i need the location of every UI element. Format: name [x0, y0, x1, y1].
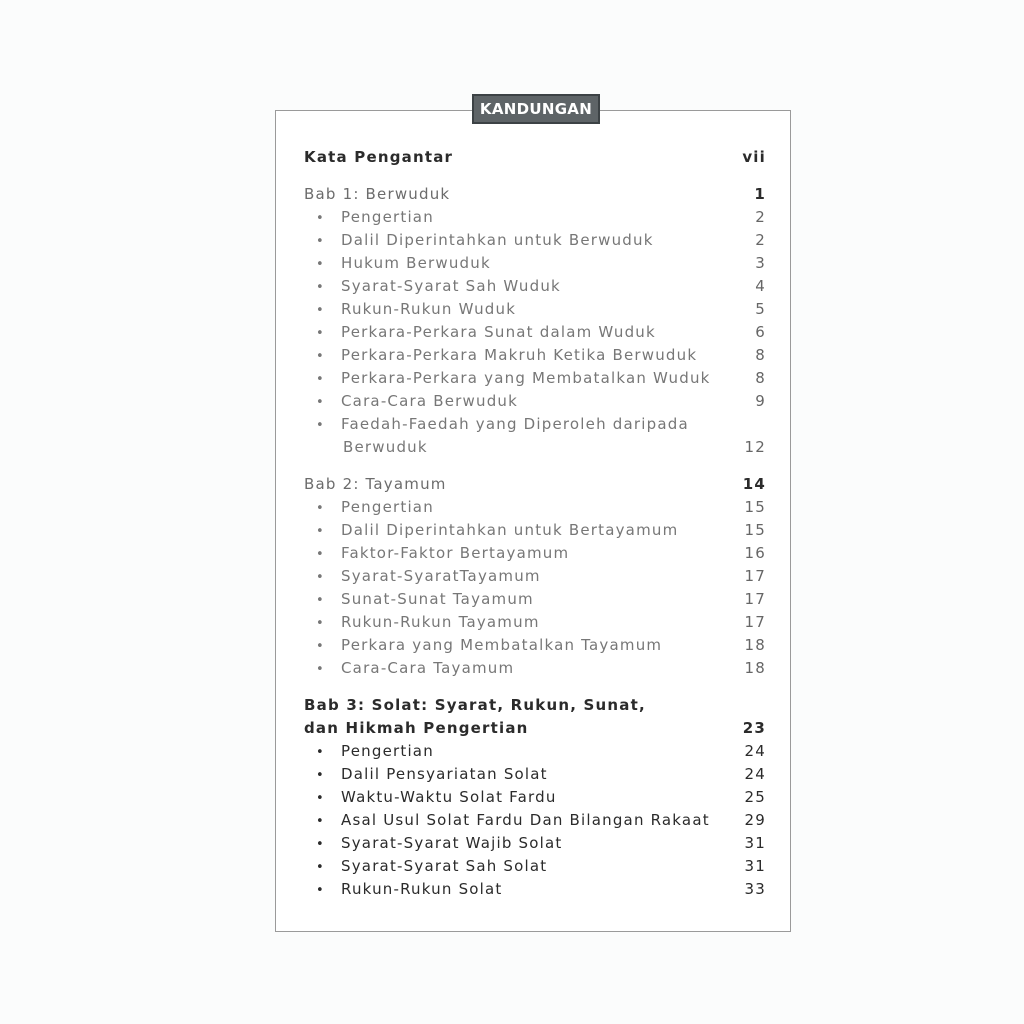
toc-item-row[interactable]: [304, 611, 766, 634]
toc-item-row[interactable]: [304, 496, 766, 519]
toc-item-page: 8: [755, 346, 766, 364]
toc-chapter-1-page: 1: [754, 185, 766, 203]
toc-chapter-3-title-line1: Bab 3: Solat: Syarat, Rukun, Sunat,: [304, 696, 646, 714]
bullet-icon: •: [316, 372, 325, 387]
toc-chapter-2-row[interactable]: [304, 473, 766, 496]
toc-item-row[interactable]: [304, 413, 766, 436]
toc-item-label: Hukum Berwuduk: [341, 254, 491, 272]
toc-item-page: 17: [744, 613, 766, 631]
toc-item-page: 3: [755, 254, 766, 272]
toc-item-page: 2: [755, 231, 766, 249]
toc-preface-label: Kata Pengantar: [304, 148, 454, 166]
toc-item-row[interactable]: [304, 367, 766, 390]
bullet-icon: •: [316, 593, 325, 608]
toc-item-page: 16: [744, 544, 766, 562]
toc-chapter-3-row-line2[interactable]: [304, 717, 766, 740]
toc-item-label: Syarat-SyaratTayamum: [341, 567, 541, 585]
toc-item-page: 17: [744, 590, 766, 608]
toc-item-page: 31: [744, 857, 766, 875]
bullet-icon: •: [316, 791, 325, 806]
toc-item-label: Rukun-Rukun Tayamum: [341, 613, 540, 631]
toc-item-page: 5: [755, 300, 766, 318]
toc-item-label: Dalil Diperintahkan untuk Bertayamum: [341, 521, 679, 539]
toc-chapter-2-page: 14: [742, 475, 766, 493]
bullet-icon: •: [316, 326, 325, 341]
toc-item-label: Cara-Cara Tayamum: [341, 659, 515, 677]
bullet-icon: •: [316, 524, 325, 539]
toc-item-row[interactable]: [304, 390, 766, 413]
toc-item-row[interactable]: [304, 542, 766, 565]
toc-item-label: Syarat-Syarat Wajib Solat: [341, 834, 563, 852]
table-of-contents: [304, 146, 766, 901]
toc-item-page: 18: [744, 659, 766, 677]
toc-item-row[interactable]: [304, 878, 766, 901]
toc-item-page: 18: [744, 636, 766, 654]
bullet-icon: •: [316, 349, 325, 364]
toc-preface-row[interactable]: [304, 146, 766, 169]
toc-item-label: Waktu-Waktu Solat Fardu: [341, 788, 557, 806]
bullet-icon: •: [316, 814, 325, 829]
toc-item-label: Asal Usul Solat Fardu Dan Bilangan Rakaat: [341, 811, 710, 829]
toc-item-page: 15: [744, 498, 766, 516]
toc-item-label: Pengertian: [341, 742, 434, 760]
toc-item-page: 12: [744, 438, 766, 456]
bullet-icon: •: [316, 639, 325, 654]
toc-item-row[interactable]: [304, 634, 766, 657]
toc-item-label: Perkara-Perkara Sunat dalam Wuduk: [341, 323, 656, 341]
toc-item-row[interactable]: [304, 855, 766, 878]
toc-item-page: 8: [755, 369, 766, 387]
toc-item-row[interactable]: [304, 763, 766, 786]
toc-title: KANDUNGAN: [479, 100, 593, 118]
toc-item-row[interactable]: [304, 786, 766, 809]
toc-chapter-1-title: Bab 1: Berwuduk: [304, 185, 451, 203]
toc-item-page: 33: [744, 880, 766, 898]
toc-item-label: Syarat-Syarat Sah Wuduk: [341, 277, 561, 295]
toc-item-page: 24: [744, 742, 766, 760]
toc-item-continuation-row[interactable]: [304, 436, 766, 459]
toc-item-page: 9: [755, 392, 766, 410]
toc-chapter-3-row[interactable]: [304, 694, 766, 717]
toc-item-label: Pengertian: [341, 498, 434, 516]
toc-item-page: 2: [755, 208, 766, 226]
toc-item-page: 25: [744, 788, 766, 806]
bullet-icon: •: [316, 501, 325, 516]
toc-item-row[interactable]: [304, 229, 766, 252]
toc-item-label: Cara-Cara Berwuduk: [341, 392, 519, 410]
toc-item-label: Sunat-Sunat Tayamum: [341, 590, 534, 608]
toc-item-row[interactable]: [304, 344, 766, 367]
toc-item-label-continuation: Berwuduk: [343, 438, 428, 456]
bullet-icon: •: [316, 303, 325, 318]
bullet-icon: •: [316, 768, 325, 783]
toc-chapter-2-title: Bab 2: Tayamum: [304, 475, 447, 493]
toc-item-label: Pengertian: [341, 208, 434, 226]
toc-chapter-3-title-line2: dan Hikmah Pengertian: [304, 719, 529, 737]
bullet-icon: •: [316, 662, 325, 677]
toc-item-label: Perkara yang Membatalkan Tayamum: [341, 636, 663, 654]
toc-item-page: 17: [744, 567, 766, 585]
toc-chapter-3-page: 23: [742, 719, 766, 737]
toc-item-label: Perkara-Perkara Makruh Ketika Berwuduk: [341, 346, 698, 364]
toc-item-row[interactable]: [304, 298, 766, 321]
bullet-icon: •: [316, 547, 325, 562]
toc-item-row[interactable]: [304, 519, 766, 542]
toc-item-label: Syarat-Syarat Sah Solat: [341, 857, 548, 875]
toc-item-page: 24: [744, 765, 766, 783]
toc-item-label: Dalil Pensyariatan Solat: [341, 765, 548, 783]
toc-item-row[interactable]: [304, 809, 766, 832]
toc-preface-page: vii: [742, 148, 766, 166]
toc-item-row[interactable]: [304, 565, 766, 588]
toc-item-label: Perkara-Perkara yang Membatalkan Wuduk: [341, 369, 711, 387]
bullet-icon: •: [316, 570, 325, 585]
bullet-icon: •: [316, 280, 325, 295]
toc-item-label: Dalil Diperintahkan untuk Berwuduk: [341, 231, 654, 249]
toc-item-row[interactable]: [304, 252, 766, 275]
toc-item-page: 29: [744, 811, 766, 829]
toc-item-row[interactable]: [304, 206, 766, 229]
toc-item-page: 4: [755, 277, 766, 295]
bullet-icon: •: [316, 616, 325, 631]
bullet-icon: •: [316, 418, 325, 433]
bullet-icon: •: [316, 257, 325, 272]
toc-item-page: 6: [755, 323, 766, 341]
toc-item-row[interactable]: [304, 740, 766, 763]
bullet-icon: •: [316, 883, 325, 898]
toc-item-row[interactable]: [304, 321, 766, 344]
bullet-icon: •: [316, 837, 325, 852]
toc-item-page: 15: [744, 521, 766, 539]
toc-item-page: 31: [744, 834, 766, 852]
toc-item-row[interactable]: [304, 832, 766, 855]
bullet-icon: •: [316, 745, 325, 760]
bullet-icon: •: [316, 860, 325, 875]
toc-item-label: Rukun-Rukun Solat: [341, 880, 503, 898]
bullet-icon: •: [316, 395, 325, 410]
toc-item-label: Faedah-Faedah yang Diperoleh daripada: [341, 415, 689, 433]
toc-item-label: Rukun-Rukun Wuduk: [341, 300, 517, 318]
toc-item-row[interactable]: [304, 657, 766, 680]
toc-header-tab: [472, 94, 600, 124]
bullet-icon: •: [316, 234, 325, 249]
toc-item-label: Faktor-Faktor Bertayamum: [341, 544, 570, 562]
toc-item-row[interactable]: [304, 275, 766, 298]
toc-chapter-1-row[interactable]: [304, 183, 766, 206]
toc-item-row[interactable]: [304, 588, 766, 611]
bullet-icon: •: [316, 211, 325, 226]
